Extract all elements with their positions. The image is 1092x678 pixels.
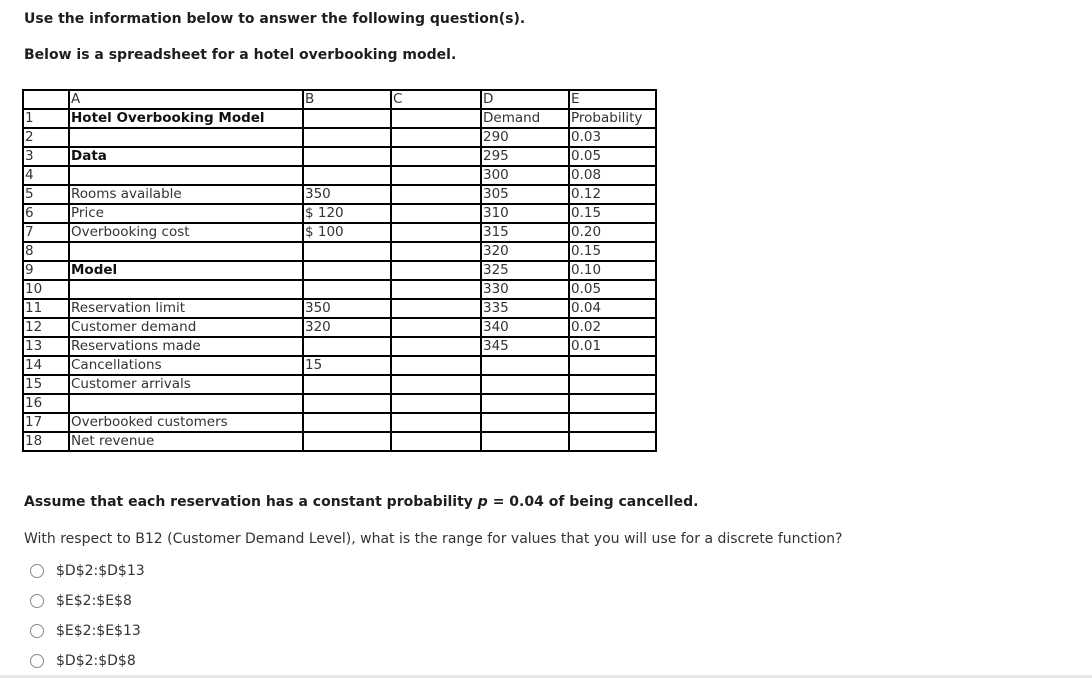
sheet-cell (569, 375, 656, 394)
hotel-overbooking-spreadsheet (22, 89, 657, 452)
sheet-cell: Cancellations (69, 356, 303, 375)
sheet-cell (391, 318, 481, 337)
sheet-cell (69, 242, 303, 261)
sheet-cell: 0.15 (569, 204, 656, 223)
sheet-cell (391, 299, 481, 318)
answer-options (30, 556, 145, 676)
row-number-cell: 12 (23, 318, 69, 337)
sheet-cell (391, 413, 481, 432)
sheet-cell: 0.15 (569, 242, 656, 261)
sheet-cell (391, 109, 481, 128)
sheet-cell (569, 413, 656, 432)
sheet-row (23, 242, 656, 261)
sheet-cell (391, 185, 481, 204)
answer-option-label: $E$2:$E$8 (56, 593, 132, 609)
sheet-cell: 0.05 (569, 280, 656, 299)
answer-option[interactable] (30, 556, 145, 586)
sheet-cell (391, 204, 481, 223)
sheet-row (23, 128, 656, 147)
sheet-cell (303, 280, 391, 299)
sheet-cell (391, 223, 481, 242)
sheet-cell: 335 (481, 299, 569, 318)
sheet-cell: Overbooking cost (69, 223, 303, 242)
sheet-cell: 305 (481, 185, 569, 204)
sheet-cell: Hotel Overbooking Model (69, 109, 303, 128)
radio-button[interactable] (30, 594, 44, 608)
sheet-cell (303, 432, 391, 451)
sheet-cell: 0.03 (569, 128, 656, 147)
sheet-cell: 290 (481, 128, 569, 147)
sheet-cell (391, 375, 481, 394)
sheet-cell: Customer arrivals (69, 375, 303, 394)
sheet-cell (391, 242, 481, 261)
sheet-cell (69, 166, 303, 185)
assumption-prefix: Assume that each reservation has a constant probability (24, 494, 478, 510)
sheet-cell: 350 (303, 299, 391, 318)
sheet-cell (69, 128, 303, 147)
sheet-cell: 345 (481, 337, 569, 356)
sheet-cell: Price (69, 204, 303, 223)
row-number-cell: 8 (23, 242, 69, 261)
sheet-cell: Probability (569, 109, 656, 128)
sheet-cell: 0.02 (569, 318, 656, 337)
sheet-cell: Net revenue (69, 432, 303, 451)
sheet-cell (303, 394, 391, 413)
sheet-cell (391, 280, 481, 299)
sheet-row (23, 261, 656, 280)
sheet-cell (569, 394, 656, 413)
sheet-cell (481, 432, 569, 451)
corner-cell (23, 90, 69, 109)
sheet-cell (391, 128, 481, 147)
sheet-cell (481, 394, 569, 413)
sheet-cell: $ 100 (303, 223, 391, 242)
sheet-cell (481, 375, 569, 394)
sheet-cell: 330 (481, 280, 569, 299)
sheet-cell: 310 (481, 204, 569, 223)
row-number-cell: 16 (23, 394, 69, 413)
sheet-cell: 0.01 (569, 337, 656, 356)
sheet-row (23, 432, 656, 451)
column-header-cell: E (569, 90, 656, 109)
sheet-cell (303, 109, 391, 128)
sheet-cell (481, 413, 569, 432)
sheet-row (23, 109, 656, 128)
sheet-row (23, 280, 656, 299)
sheet-cell (303, 375, 391, 394)
sheet-cell (303, 147, 391, 166)
sheet-cell: Customer demand (69, 318, 303, 337)
sheet-cell (303, 261, 391, 280)
sheet-cell: 0.20 (569, 223, 656, 242)
row-number-cell: 7 (23, 223, 69, 242)
answer-option-label: $E$2:$E$13 (56, 623, 141, 639)
answer-option-label: $D$2:$D$13 (56, 563, 145, 579)
row-number-cell: 11 (23, 299, 69, 318)
answer-option[interactable] (30, 616, 145, 646)
sheet-row (23, 356, 656, 375)
sheet-cell (391, 432, 481, 451)
row-number-cell: 10 (23, 280, 69, 299)
radio-button[interactable] (30, 624, 44, 638)
row-number-cell: 17 (23, 413, 69, 432)
sheet-cell (303, 128, 391, 147)
sheet-cell: 315 (481, 223, 569, 242)
sheet-cell (391, 261, 481, 280)
row-number-cell: 1 (23, 109, 69, 128)
sheet-cell: 0.05 (569, 147, 656, 166)
row-number-cell: 18 (23, 432, 69, 451)
sheet-cell: 320 (303, 318, 391, 337)
sheet-cell: Reservation limit (69, 299, 303, 318)
sheet-row (23, 204, 656, 223)
sheet-cell: 325 (481, 261, 569, 280)
column-header-cell: B (303, 90, 391, 109)
sheet-cell (391, 394, 481, 413)
sheet-cell: 320 (481, 242, 569, 261)
sheet-row (23, 394, 656, 413)
row-number-cell: 3 (23, 147, 69, 166)
spreadsheet-intro-text: Below is a spreadsheet for a hotel overbooking model. (24, 47, 457, 63)
instruction-text: Use the information below to answer the following question(s). (24, 11, 526, 27)
sheet-row (23, 375, 656, 394)
question-text: With respect to B12 (Customer Demand Level), what is the range for values that you will use for a discrete function? (24, 531, 843, 547)
sheet-cell: Overbooked customers (69, 413, 303, 432)
sheet-row (23, 318, 656, 337)
sheet-cell (391, 356, 481, 375)
sheet-cell (481, 356, 569, 375)
sheet-cell (391, 147, 481, 166)
sheet-cell (303, 242, 391, 261)
row-number-cell: 9 (23, 261, 69, 280)
sheet-cell: 295 (481, 147, 569, 166)
answer-option[interactable] (30, 586, 145, 616)
sheet-cell: 350 (303, 185, 391, 204)
sheet-row (23, 299, 656, 318)
sheet-cell (303, 166, 391, 185)
answer-option-label: $D$2:$D$8 (56, 653, 136, 669)
sheet-row (23, 223, 656, 242)
sheet-cell: 0.10 (569, 261, 656, 280)
sheet-cell (303, 337, 391, 356)
sheet-cell (303, 413, 391, 432)
sheet-cell: Reservations made (69, 337, 303, 356)
sheet-cell: Model (69, 261, 303, 280)
row-number-cell: 2 (23, 128, 69, 147)
sheet-row (23, 185, 656, 204)
row-number-cell: 5 (23, 185, 69, 204)
radio-button[interactable] (30, 564, 44, 578)
answer-option[interactable] (30, 646, 145, 676)
sheet-cell: 15 (303, 356, 391, 375)
sheet-cell (69, 394, 303, 413)
sheet-cell (569, 432, 656, 451)
sheet-cell: 0.04 (569, 299, 656, 318)
sheet-row (23, 147, 656, 166)
assumption-suffix: = 0.04 of being cancelled. (487, 494, 699, 510)
sheet-cell (69, 280, 303, 299)
row-number-cell: 14 (23, 356, 69, 375)
sheet-cell: Rooms available (69, 185, 303, 204)
column-header-row (23, 90, 656, 109)
row-number-cell: 6 (23, 204, 69, 223)
assumption-text (24, 494, 698, 510)
sheet-cell (391, 166, 481, 185)
sheet-cell: 0.12 (569, 185, 656, 204)
sheet-cell: 300 (481, 166, 569, 185)
column-header-cell: D (481, 90, 569, 109)
radio-button[interactable] (30, 654, 44, 668)
assumption-variable: p (477, 494, 488, 510)
sheet-cell: $ 120 (303, 204, 391, 223)
sheet-row (23, 337, 656, 356)
row-number-cell: 15 (23, 375, 69, 394)
sheet-cell (569, 356, 656, 375)
sheet-cell: 340 (481, 318, 569, 337)
sheet-cell: Demand (481, 109, 569, 128)
sheet-cell: Data (69, 147, 303, 166)
column-header-cell: A (69, 90, 303, 109)
column-header-cell: C (391, 90, 481, 109)
sheet-row (23, 413, 656, 432)
row-number-cell: 13 (23, 337, 69, 356)
sheet-cell (391, 337, 481, 356)
sheet-row (23, 166, 656, 185)
sheet-cell: 0.08 (569, 166, 656, 185)
row-number-cell: 4 (23, 166, 69, 185)
